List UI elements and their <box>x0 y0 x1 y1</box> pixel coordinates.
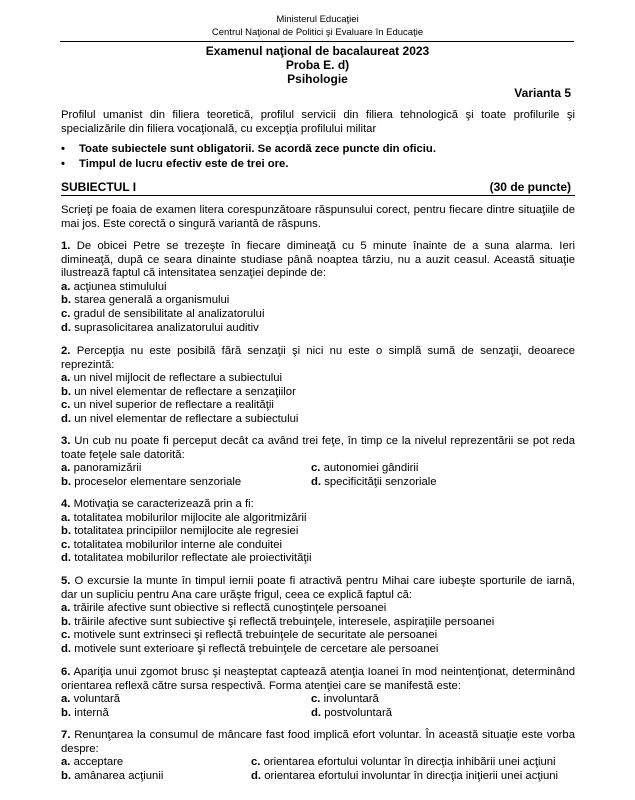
option: c. autonomiei gândirii <box>311 462 419 475</box>
question-text: De obicei Petre se trezeşte în fiecare dimineaţă cu 5 minute înainte de a suna alarma. Ieri dimineaţă, după ce seara dinainte studiase până noaptea târziu, nu a auzit ceasul. Această situaţie ilustrează faptul că intensitatea senzaţiei depinde de: <box>61 240 575 280</box>
center-name: Centrul Naţional de Politici şi Evaluare în Educaţie <box>211 27 424 38</box>
exam-title: Examenul naţional de bacalaureat 2023 <box>205 44 430 58</box>
subject-title: Psihologie <box>287 72 348 86</box>
option: a. trăirile afective sunt obiective si reflectă cunoştinţele persoanei <box>61 602 387 615</box>
option: b. internă <box>61 706 109 719</box>
question-5 <box>61 575 575 657</box>
option: c. orientarea efortului voluntar în direcţia inhibării unei acţiuni <box>251 756 556 769</box>
option: a. acţiunea stimulului <box>61 280 167 293</box>
section-points: (30 de puncte) <box>489 180 571 194</box>
question-number: 2. <box>61 345 71 357</box>
option: c. totalitatea mobilurilor interne ale conduitei <box>61 538 283 551</box>
section-title: SUBIECTUL I <box>61 180 137 194</box>
option: b. amânarea acţiunii <box>61 769 164 782</box>
bullet-item: • Timpul de lucru efectiv este de trei ore. <box>61 158 289 170</box>
question-text: Motivaţia se caracterizează prin a fi: <box>73 498 254 510</box>
question-number: 4. <box>61 498 71 510</box>
question-6 <box>61 666 575 720</box>
question-text: Apariţia unui zgomot brusc şi neaşteptat captează atenţia Ioanei în mod neintenţionat, determinând orientarea reflexă către sursa respectivă. Forma atenţiei care se manifestă este: <box>61 666 576 692</box>
option: a. voluntară <box>61 693 121 706</box>
option: d. suprasolicitarea analizatorului auditiv <box>61 321 259 334</box>
option: d. totalitatea mobilurilor reflectate ale proiectivităţii <box>61 552 312 565</box>
question-7 <box>61 729 575 783</box>
option: c. gradul de sensibilitate al analizatorului <box>61 307 265 320</box>
option: a. acceptare <box>61 756 124 769</box>
option: d. motivele sunt exterioare şi reflectă trebuinţele de cercetare ale persoanei <box>61 642 439 655</box>
question-number: 7. <box>61 729 71 741</box>
option: a. panoramizării <box>61 462 142 475</box>
question-2 <box>61 345 575 427</box>
header-divider <box>60 41 574 42</box>
variant-label: Varianta 5 <box>514 86 571 100</box>
question-number: 1. <box>61 240 71 252</box>
option: d. specificităţii senzoriale <box>311 475 437 488</box>
question-1 <box>61 240 575 335</box>
question-number: 6. <box>61 666 71 678</box>
option: a. totalitatea mobilurilor mijlocite ale algoritmizării <box>61 511 307 524</box>
question-text: Percepţia nu este posibilă fără senzaţii şi nici nu este o simplă sumă de senzaţii, deoarece reprezintă: <box>61 345 575 371</box>
section-heading <box>61 180 575 196</box>
question-text: Renunţarea la consumul de mâncare fast food implică efort voluntar. În această situaţie este vorba despre: <box>61 729 575 755</box>
question-3 <box>61 435 575 489</box>
option: d. postvoluntară <box>311 706 393 719</box>
option: a. un nivel mijlocit de reflectare a subiectului <box>61 372 283 385</box>
profile-text: Profilul umanist din filiera teoretică, profilul servicii din filiera tehnologică şi toate profilurile şi specializările din filiera vocaţională, cu excepţia profilului militar <box>61 109 575 135</box>
option: c. motivele sunt extrinseci şi reflectă trebuinţele de securitate ale persoanei <box>61 629 438 642</box>
option: b. proceselor elementare senzoriale <box>61 475 242 488</box>
ministry-name: Ministerul Educaţiei <box>276 14 359 25</box>
proba-title: Proba E. d) <box>285 58 350 72</box>
question-text: Un cub nu poate fi perceput decât ca având trei feţe, în timp ce la nivelul reprezentării se pot reda toate feţele sale datorită: <box>61 435 576 461</box>
question-number: 3. <box>61 435 71 447</box>
option: d. orientarea efortului involuntar în direcţia iniţierii unei acţiuni <box>251 769 559 782</box>
question-number: 5. <box>61 575 71 587</box>
option: b. starea generală a organismului <box>61 294 230 307</box>
bullet-item: • Toate subiectele sunt obligatorii. Se acordă zece puncte din oficiu. <box>61 143 436 155</box>
bullet-icon: • <box>61 158 65 170</box>
option: d. un nivel elementar de reflectare a subiectului <box>61 412 299 425</box>
bullet-icon: • <box>61 143 65 155</box>
option: b. trăirile afective sunt subiective şi reflectă trebuinţele, interesele, aspiraţiile persoanei <box>61 615 495 628</box>
question-text: O excursie la munte în timpul iernii poate fi atractivă pentru Mihai care iubeşte sporturile de iarnă, dar un supliciu pentru Ana care urăşte frigul, ceea ce explică faptul că: <box>61 575 575 601</box>
option: c. involuntară <box>311 693 379 706</box>
section-instruction: Scrieţi pe foaia de examen litera corespunzătoare răspunsului corect, pentru fiecare dintre situaţiile de mai jos. Este corectă o singură variantă de răspuns. <box>61 204 575 230</box>
option: b. totalitatea principiilor nemijlocite ale regresiei <box>61 525 299 538</box>
question-4 <box>61 498 575 566</box>
option: c. un nivel superior de reflectare a realităţii <box>61 399 274 412</box>
option: b. un nivel elementar de reflectare a senzaţiilor <box>61 385 296 398</box>
